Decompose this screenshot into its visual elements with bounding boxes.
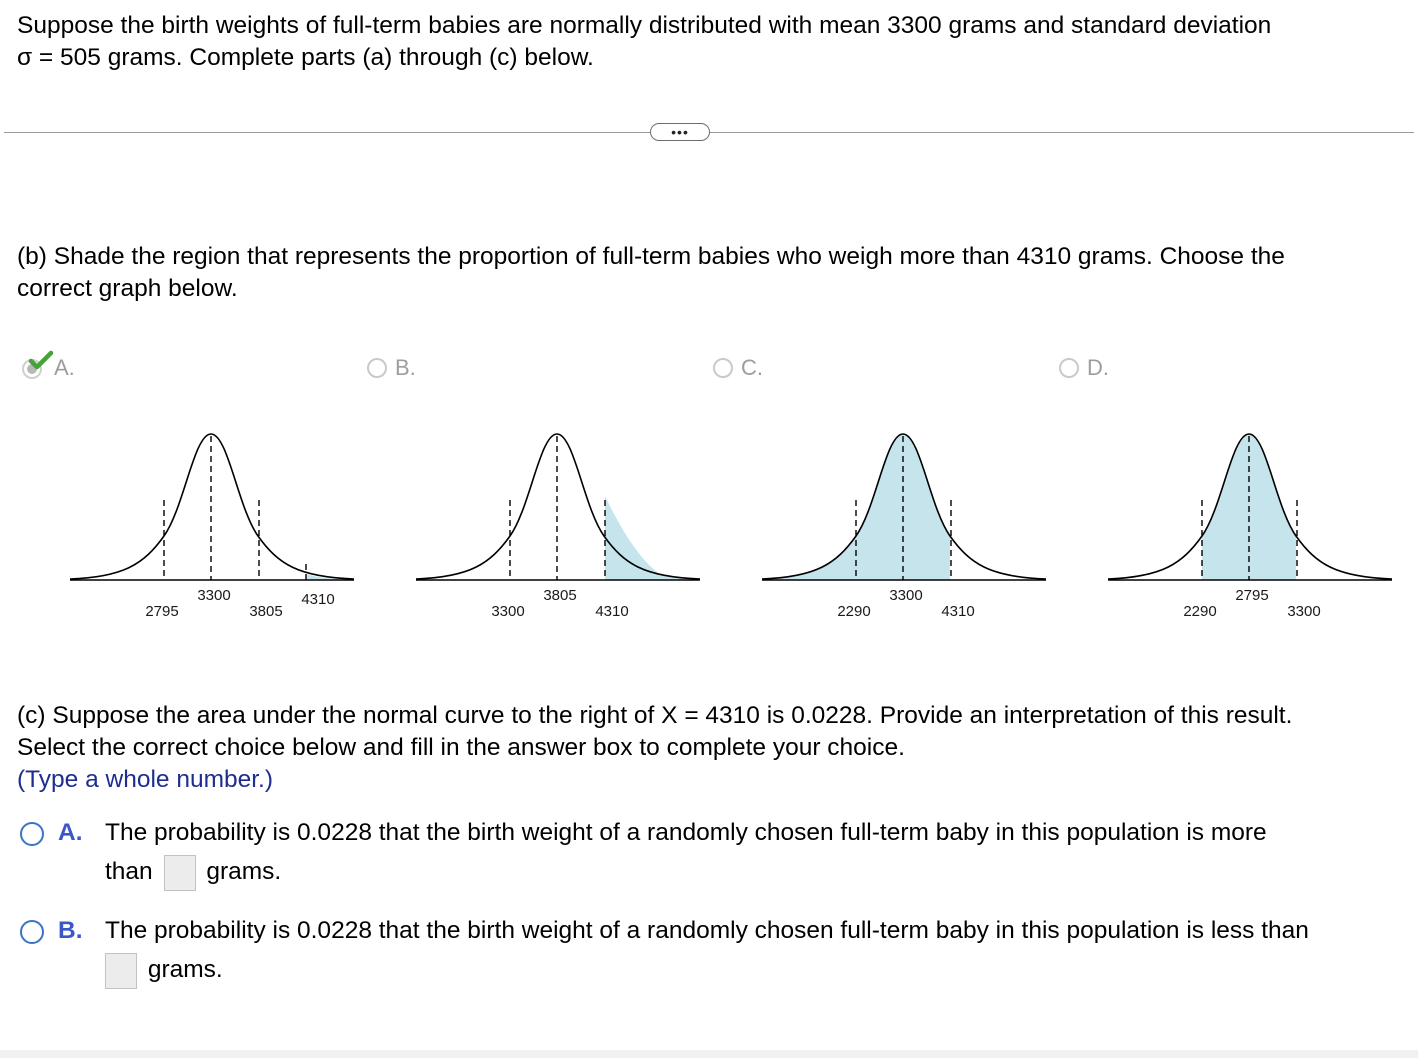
graph-a-tick-4: 4310 (301, 591, 335, 608)
part-b-prompt (17, 241, 1407, 305)
option-a-text (105, 813, 1405, 891)
graph-a-tick-1: 2795 (145, 603, 179, 620)
choice-c[interactable] (713, 354, 763, 382)
option-a[interactable] (18, 813, 1413, 893)
graph-b-curve (416, 434, 700, 579)
graph-b-tick-3: 4310 (595, 603, 629, 620)
option-b-answer-box[interactable] (105, 953, 137, 989)
footer-bar (0, 1050, 1418, 1058)
choice-b-label: B. (395, 355, 416, 380)
part-b-line-2: correct graph below. (17, 275, 238, 302)
part-b-line-1: (b) Shade the region that represents the proportion of full-term babies who weigh more than 4310 grams. Choose the (17, 243, 1285, 270)
option-b-text (105, 911, 1405, 989)
part-c-line-1: (c) Suppose the area under the normal curve to the right of X = 4310 is 0.0228. Provide an interpretation of this result. (17, 702, 1293, 729)
graph-b-tick-2: 3805 (543, 587, 577, 604)
show-more-button[interactable]: ••• (650, 123, 710, 141)
graph-c (756, 424, 1048, 624)
graph-c-shade (762, 434, 950, 580)
graph-d-tick-1: 2290 (1183, 603, 1217, 620)
choice-a[interactable] (20, 354, 75, 382)
graph-a-tick-3: 3805 (249, 603, 283, 620)
part-c-line-2: Select the correct choice below and fill in the answer box to complete your choice. (17, 734, 905, 761)
option-b-line-1: The probability is 0.0228 that the birth weight of a randomly chosen full-term baby in this population is less than (105, 917, 1309, 944)
option-b-letter: B. (58, 917, 83, 944)
graph-b (410, 424, 702, 624)
graph-a (64, 424, 356, 624)
graph-c-tick-1: 2290 (837, 603, 871, 620)
option-a-line-2 (105, 852, 1405, 891)
choice-a-radio[interactable] (20, 354, 48, 382)
option-a-unit: grams. (206, 858, 282, 885)
answer-hint: (Type a whole number.) (17, 766, 274, 793)
choice-b[interactable] (367, 354, 416, 382)
choice-a-label: A. (54, 355, 75, 380)
option-a-answer-box[interactable] (164, 855, 196, 891)
intro-line-1: Suppose the birth weights of full-term babies are normally distributed with mean 3300 grams and standard deviation (17, 12, 1272, 39)
choice-d-label: D. (1087, 355, 1109, 380)
graph-a-curve (70, 434, 354, 579)
graph-b-tick-1: 3300 (491, 603, 525, 620)
choice-c-radio[interactable] (713, 358, 733, 378)
option-b[interactable] (18, 911, 1413, 991)
graph-b-shade (605, 496, 700, 580)
option-b-line-2 (105, 950, 1405, 989)
choice-d[interactable] (1059, 354, 1109, 382)
option-b-radio[interactable] (20, 920, 44, 944)
intro-line-2: σ = 505 grams. Complete parts (a) through (c) below. (17, 44, 594, 71)
option-a-than: than (105, 858, 153, 885)
option-a-letter: A. (58, 819, 83, 846)
choice-b-radio[interactable] (367, 358, 387, 378)
option-a-radio[interactable] (20, 822, 44, 846)
graph-a-tick-2: 3300 (197, 587, 231, 604)
graph-d-tick-2: 2795 (1235, 587, 1269, 604)
question-intro (17, 10, 1407, 74)
graph-d-tick-3: 3300 (1287, 603, 1321, 620)
checkmark-icon (28, 350, 54, 372)
choice-d-radio[interactable] (1059, 358, 1079, 378)
graph-d (1102, 424, 1394, 624)
option-b-unit: grams. (147, 956, 223, 983)
graph-c-tick-2: 3300 (889, 587, 923, 604)
option-a-line-1: The probability is 0.0228 that the birth weight of a randomly chosen full-term baby in this population is more (105, 819, 1267, 846)
graph-c-tick-3: 4310 (941, 603, 975, 620)
part-c-prompt (17, 700, 1407, 796)
choice-c-label: C. (741, 355, 763, 380)
